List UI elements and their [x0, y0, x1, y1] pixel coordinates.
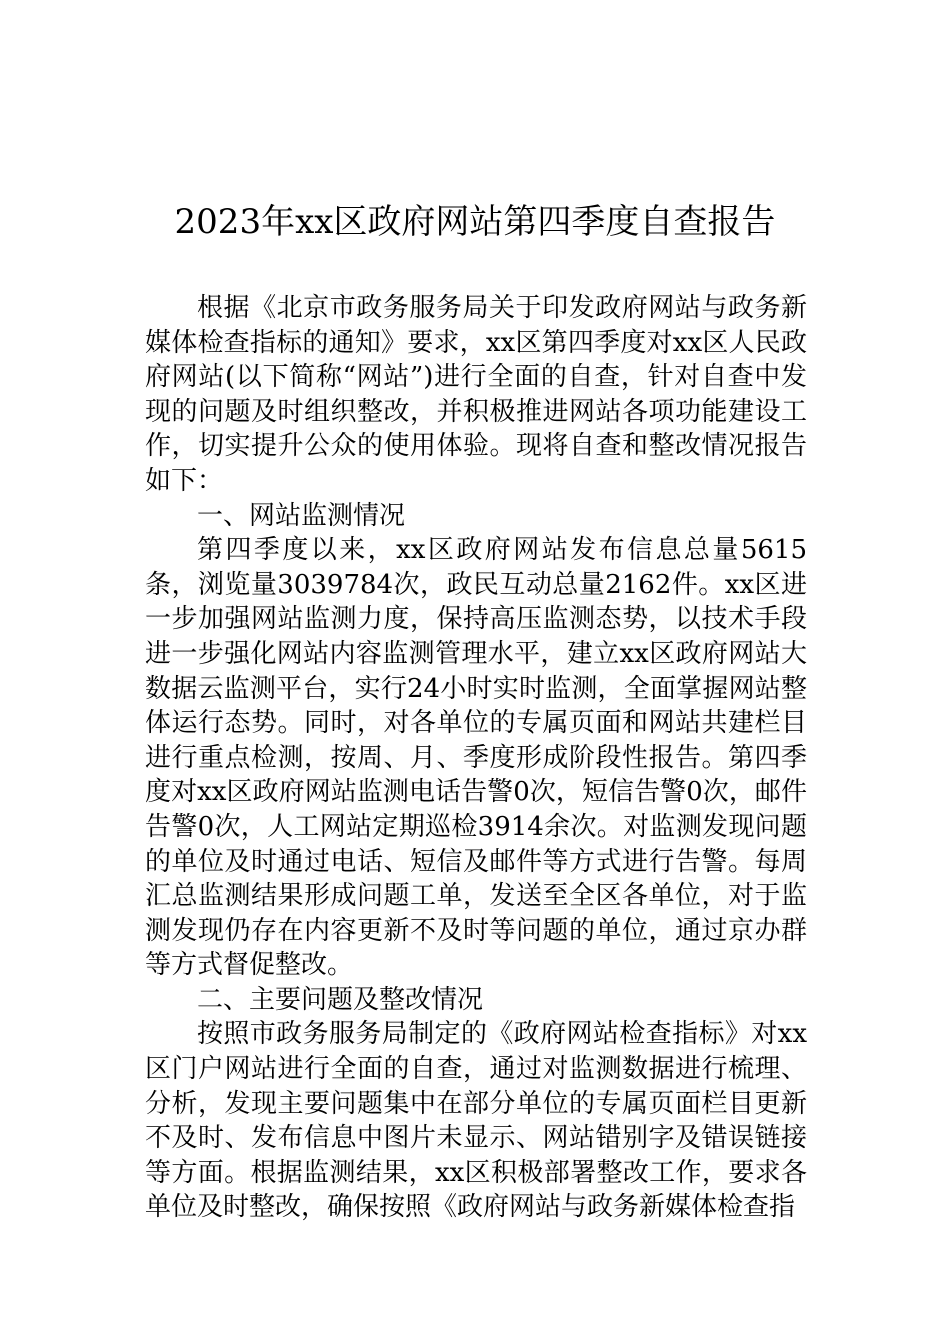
monitoring-paragraph: 第四季度以来，xx区政府网站发布信息总量5615条，浏览量3039784次，政民互动总量2162件。xx区进一步加强网站监测力度，保持高压监测态势，以技术手段进一步强化网站内容监测管理水平，建立xx区政府网站大数据云监测平台，实行24小时实时监测，全面掌握网站整体运行态势。同时，对各单位的专属页面和网站共建栏目进行重点检测，按周、月、季度形成阶段性报告。第四季度对xx区政府网站监测电话告警0次，短信告警0次，邮件告警0次，人工网站定期巡检3914余次。对监测发现问题的单位及时通过电话、短信及邮件等方式进行告警。每周汇总监测结果形成问题工单，发送至全区各单位，对于监测发现仍存在内容更新不及时等问题的单位，通过京办群等方式督促整改。 — [145, 535, 807, 981]
section-heading-issues: 二、主要问题及整改情况 — [197, 984, 484, 1015]
document-body — [145, 291, 807, 1225]
document-title: 2023年xx区政府网站第四季度自查报告 — [174, 202, 776, 242]
section-heading-monitoring: 一、网站监测情况 — [197, 500, 406, 531]
issues-paragraph: 按照市政务服务局制定的《政府网站检查指标》对xx区门户网站进行全面的自查，通过对监测数据进行梳理、分析，发现主要问题集中在部分单位的专属页面栏目更新不及时、发布信息中图片未显示、网站错别字及错误链接等方面。根据监测结果，xx区积极部署整改工作，要求各单位及时整改，确保按照《政府网站与政务新媒体检查指 — [145, 1019, 807, 1223]
intro-paragraph: 根据《北京市政务服务局关于印发政府网站与政务新媒体检查指标的通知》要求，xx区第四季度对xx区人民政府网站(以下简称“网站”)进行全面的自查，针对自查中发现的问题及时组织整改，并积极推进网站各项功能建设工作，切实提升公众的使用体验。现将自查和整改情况报告如下： — [145, 293, 807, 496]
